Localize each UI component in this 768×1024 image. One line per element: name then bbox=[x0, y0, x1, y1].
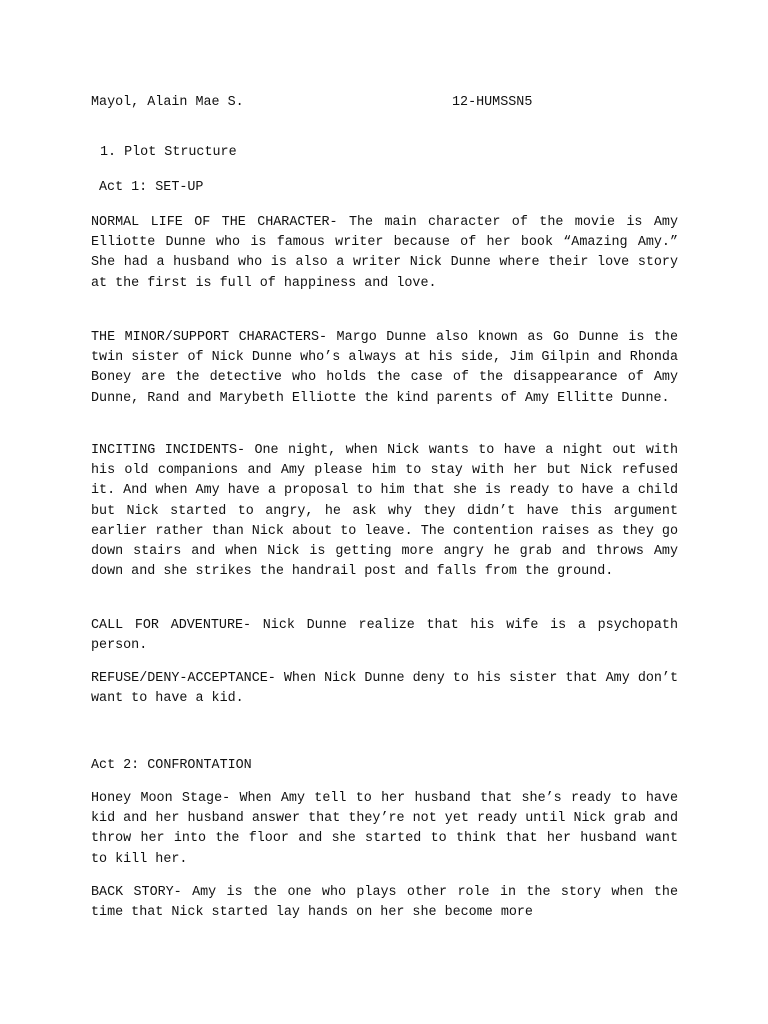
paragraph-honey-moon-stage: Honey Moon Stage- When Amy tell to her husband that she’s ready to have kid and her husband answer that they’re not yet ready until Nick grab and throw her into the floor and she started to think that her husband want to kill her. bbox=[91, 791, 678, 867]
heading-plot-structure: 1. Plot Structure bbox=[100, 145, 237, 160]
paragraph-refuse-acceptance: REFUSE/DENY-ACCEPTANCE- When Nick Dunne deny to his sister that Amy don’t want to have a kid. bbox=[91, 671, 678, 707]
document-header bbox=[91, 93, 691, 113]
student-section: 12-HUMSSN5 bbox=[452, 95, 533, 110]
paragraph-call-for-adventure: CALL FOR ADVENTURE- Nick Dunne realize that his wife is a psychopath person. bbox=[91, 618, 678, 654]
paragraph-normal-life: NORMAL LIFE OF THE CHARACTER- The main character of the movie is Amy Elliotte Dunne who is famous writer because of her book “Amazing Amy.” She had a husband who is also a writer Nick Dunne where their love story at the first is full of happiness and love. bbox=[91, 215, 678, 291]
paragraph-back-story: BACK STORY- Amy is the one who plays other role in the story when the time that Nick started lay hands on her she become more bbox=[91, 885, 678, 921]
student-name: Mayol, Alain Mae S. bbox=[91, 95, 244, 110]
heading-act-2: Act 2: CONFRONTATION bbox=[91, 758, 252, 773]
paragraph-inciting-incidents: INCITING INCIDENTS- One night, when Nick wants to have a night out with his old companions and Amy please him to stay with her but Nick refused it. And when Amy have a proposal to him that she is ready to have a child but Nick started to angry, he ask why they didn’t have this argument earlier rather than Nick about to leave. The contention raises as they go down stairs and when Nick is getting more angry he grab and throws Amy down and she strikes the handrail post and falls from the ground. bbox=[91, 443, 678, 580]
heading-act-1: Act 1: SET-UP bbox=[99, 180, 204, 195]
paragraph-minor-characters: THE MINOR/SUPPORT CHARACTERS- Margo Dunne also known as Go Dunne is the twin sister of Nick Dunne who’s always at his side, Jim Gilpin and Rhonda Boney are the detective who holds the case of the disappearance of Amy Dunne, Rand and Marybeth Elliotte the kind parents of Amy Ellitte Dunne. bbox=[91, 330, 678, 406]
